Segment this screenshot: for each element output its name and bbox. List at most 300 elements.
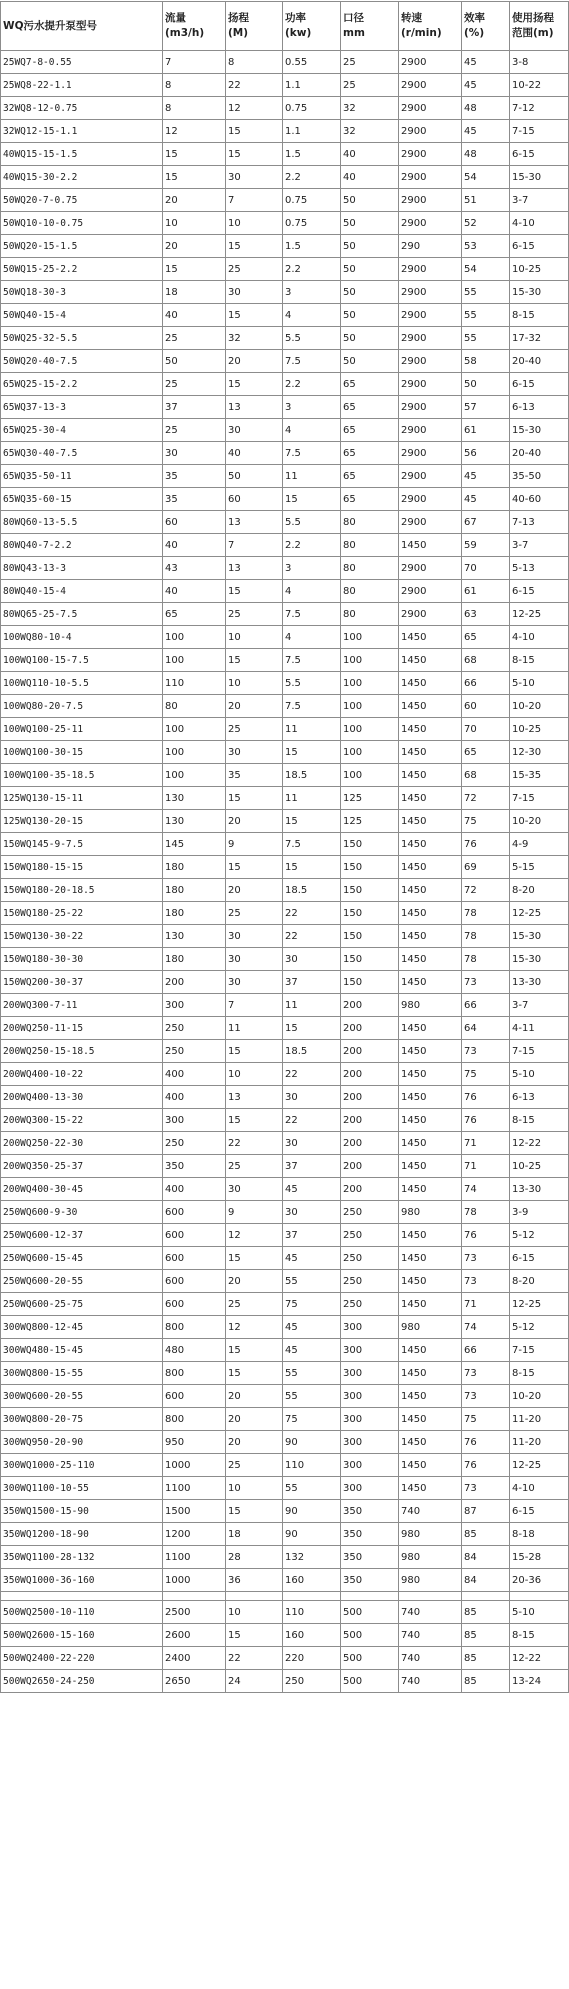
cell-flow: 130 xyxy=(163,787,226,810)
cell-speed: 2900 xyxy=(399,442,462,465)
cell-head: 30 xyxy=(226,925,283,948)
cell-head-range: 15-30 xyxy=(510,166,569,189)
table-row xyxy=(1,1086,569,1109)
cell-efficiency: 59 xyxy=(462,534,510,557)
cell-model: 150WQ180-20-18.5 xyxy=(1,879,163,902)
cell-model: 50WQ20-15-1.5 xyxy=(1,235,163,258)
cell-head-range: 15-35 xyxy=(510,764,569,787)
cell-head-range: 12-25 xyxy=(510,603,569,626)
table-row xyxy=(1,1293,569,1316)
cell-flow: 300 xyxy=(163,1109,226,1132)
cell-power: 22 xyxy=(283,1063,341,1086)
cell-head-range: 6-15 xyxy=(510,373,569,396)
cell-efficiency: 48 xyxy=(462,97,510,120)
cell-head-range: 4-11 xyxy=(510,1017,569,1040)
cell-speed: 1450 xyxy=(399,718,462,741)
cell-head-range: 4-10 xyxy=(510,212,569,235)
table-row xyxy=(1,741,569,764)
cell-head: 20 xyxy=(226,1431,283,1454)
cell-speed: 1450 xyxy=(399,649,462,672)
cell-efficiency: 76 xyxy=(462,1224,510,1247)
cell-head: 9 xyxy=(226,833,283,856)
cell-diameter: 40 xyxy=(341,143,399,166)
cell-model: 200WQ400-13-30 xyxy=(1,1086,163,1109)
cell-speed: 1450 xyxy=(399,1293,462,1316)
table-row xyxy=(1,189,569,212)
cell-efficiency: 84 xyxy=(462,1546,510,1569)
table-row xyxy=(1,327,569,350)
table-row xyxy=(1,1132,569,1155)
cell-flow: 60 xyxy=(163,511,226,534)
cell-flow: 40 xyxy=(163,304,226,327)
table-row xyxy=(1,994,569,1017)
cell-model: 350WQ1000-36-160 xyxy=(1,1569,163,1592)
table-row xyxy=(1,1063,569,1086)
cell-diameter: 200 xyxy=(341,1086,399,1109)
table-row xyxy=(1,1362,569,1385)
cell-diameter: 125 xyxy=(341,787,399,810)
cell-efficiency: 45 xyxy=(462,465,510,488)
cell-power: 22 xyxy=(283,925,341,948)
cell-head-range: 6-15 xyxy=(510,580,569,603)
cell-flow: 1200 xyxy=(163,1523,226,1546)
table-row xyxy=(1,603,569,626)
table-row xyxy=(1,1546,569,1569)
cell-flow: 2500 xyxy=(163,1601,226,1624)
header-model: WQ污水提升泵型号 xyxy=(1,2,163,51)
cell-model: 32WQ8-12-0.75 xyxy=(1,97,163,120)
cell-head-range: 12-25 xyxy=(510,1293,569,1316)
table-row xyxy=(1,810,569,833)
cell-flow: 65 xyxy=(163,603,226,626)
cell-head-range: 5-12 xyxy=(510,1316,569,1339)
cell-speed: 1450 xyxy=(399,1155,462,1178)
cell-diameter: 65 xyxy=(341,442,399,465)
cell-speed: 1450 xyxy=(399,741,462,764)
cell-head-range: 15-28 xyxy=(510,1546,569,1569)
cell-flow: 110 xyxy=(163,672,226,695)
cell-flow: 950 xyxy=(163,1431,226,1454)
cell-speed: 1450 xyxy=(399,1040,462,1063)
cell-flow: 100 xyxy=(163,626,226,649)
cell-flow: 80 xyxy=(163,695,226,718)
cell-head: 10 xyxy=(226,672,283,695)
cell-speed: 1450 xyxy=(399,1270,462,1293)
cell-head-range: 12-22 xyxy=(510,1132,569,1155)
cell-flow: 400 xyxy=(163,1178,226,1201)
cell-efficiency: 53 xyxy=(462,235,510,258)
cell-model: 500WQ2650-24-250 xyxy=(1,1670,163,1693)
cell-flow: 10 xyxy=(163,212,226,235)
table-row xyxy=(1,281,569,304)
cell-diameter: 300 xyxy=(341,1362,399,1385)
cell-efficiency: 64 xyxy=(462,1017,510,1040)
cell-power: 55 xyxy=(283,1477,341,1500)
cell-flow: 20 xyxy=(163,235,226,258)
cell-diameter: 300 xyxy=(341,1454,399,1477)
cell-model: 80WQ40-15-4 xyxy=(1,580,163,603)
cell-diameter: 200 xyxy=(341,1132,399,1155)
cell-head-range: 10-20 xyxy=(510,1385,569,1408)
cell-flow: 50 xyxy=(163,350,226,373)
cell-flow: 100 xyxy=(163,764,226,787)
cell-head: 25 xyxy=(226,258,283,281)
cell-head: 10 xyxy=(226,1063,283,1086)
cell-model: 300WQ480-15-45 xyxy=(1,1339,163,1362)
cell-flow: 800 xyxy=(163,1408,226,1431)
cell-efficiency: 55 xyxy=(462,281,510,304)
table-row xyxy=(1,534,569,557)
table-row xyxy=(1,626,569,649)
cell-model: 50WQ20-7-0.75 xyxy=(1,189,163,212)
cell-efficiency: 73 xyxy=(462,1362,510,1385)
cell-power: 37 xyxy=(283,1224,341,1247)
cell-efficiency: 57 xyxy=(462,396,510,419)
cell-model: 65WQ25-30-4 xyxy=(1,419,163,442)
cell-power: 4 xyxy=(283,580,341,603)
cell-efficiency: 45 xyxy=(462,74,510,97)
cell-model: 300WQ1000-25-110 xyxy=(1,1454,163,1477)
cell-efficiency: 45 xyxy=(462,51,510,74)
cell-power: 30 xyxy=(283,1132,341,1155)
cell-efficiency: 61 xyxy=(462,580,510,603)
cell-efficiency: 45 xyxy=(462,488,510,511)
cell-flow: 40 xyxy=(163,534,226,557)
table-row xyxy=(1,787,569,810)
cell-diameter: 150 xyxy=(341,925,399,948)
cell-head: 36 xyxy=(226,1569,283,1592)
cell-head: 15 xyxy=(226,304,283,327)
cell-flow: 130 xyxy=(163,810,226,833)
cell-flow: 600 xyxy=(163,1385,226,1408)
cell-speed: 1450 xyxy=(399,787,462,810)
cell-efficiency: 68 xyxy=(462,764,510,787)
table-row xyxy=(1,856,569,879)
cell-flow: 15 xyxy=(163,143,226,166)
cell-power: 75 xyxy=(283,1293,341,1316)
cell-head-range: 10-20 xyxy=(510,695,569,718)
cell-diameter: 200 xyxy=(341,1109,399,1132)
cell-head-range: 15-30 xyxy=(510,419,569,442)
cell-diameter: 150 xyxy=(341,833,399,856)
cell-diameter: 250 xyxy=(341,1293,399,1316)
cell-efficiency: 65 xyxy=(462,741,510,764)
cell-head-range: 4-9 xyxy=(510,833,569,856)
cell-head: 15 xyxy=(226,1247,283,1270)
cell-flow: 300 xyxy=(163,994,226,1017)
cell-power: 37 xyxy=(283,1155,341,1178)
cell-efficiency: 84 xyxy=(462,1569,510,1592)
cell-speed: 2900 xyxy=(399,51,462,74)
cell-diameter: 80 xyxy=(341,534,399,557)
cell-power: 7.5 xyxy=(283,442,341,465)
cell-efficiency: 63 xyxy=(462,603,510,626)
cell-flow: 40 xyxy=(163,580,226,603)
cell-head: 22 xyxy=(226,1132,283,1155)
cell-model: 100WQ100-25-11 xyxy=(1,718,163,741)
cell-head: 15 xyxy=(226,1362,283,1385)
cell-speed: 1450 xyxy=(399,695,462,718)
cell-head: 13 xyxy=(226,396,283,419)
table-row xyxy=(1,1155,569,1178)
cell-speed: 740 xyxy=(399,1601,462,1624)
cell-efficiency: 78 xyxy=(462,1201,510,1224)
cell-head: 20 xyxy=(226,1408,283,1431)
cell-head: 15 xyxy=(226,143,283,166)
cell-diameter: 300 xyxy=(341,1477,399,1500)
cell-flow: 250 xyxy=(163,1132,226,1155)
cell-head: 10 xyxy=(226,1477,283,1500)
cell-diameter: 500 xyxy=(341,1601,399,1624)
cell-flow: 100 xyxy=(163,741,226,764)
cell-diameter: 80 xyxy=(341,557,399,580)
cell-flow: 20 xyxy=(163,189,226,212)
cell-model: 200WQ300-15-22 xyxy=(1,1109,163,1132)
cell-efficiency: 87 xyxy=(462,1500,510,1523)
cell-speed: 1450 xyxy=(399,948,462,971)
cell-flow: 18 xyxy=(163,281,226,304)
cell-efficiency: 75 xyxy=(462,810,510,833)
cell-speed: 1450 xyxy=(399,626,462,649)
cell-head: 35 xyxy=(226,764,283,787)
cell-power: 1.5 xyxy=(283,143,341,166)
cell-power: 55 xyxy=(283,1362,341,1385)
cell-flow: 15 xyxy=(163,258,226,281)
cell-power: 7.5 xyxy=(283,833,341,856)
cell-speed: 980 xyxy=(399,994,462,1017)
cell-model: 40WQ15-30-2.2 xyxy=(1,166,163,189)
cell-model: 100WQ80-20-7.5 xyxy=(1,695,163,718)
cell-power: 1.1 xyxy=(283,120,341,143)
cell-head-range: 8-18 xyxy=(510,1523,569,1546)
cell-speed: 740 xyxy=(399,1647,462,1670)
cell-diameter: 250 xyxy=(341,1247,399,1270)
cell-head-range: 7-15 xyxy=(510,1339,569,1362)
cell-head-range: 12-25 xyxy=(510,1454,569,1477)
cell-model: 250WQ600-25-75 xyxy=(1,1293,163,1316)
cell-efficiency: 74 xyxy=(462,1178,510,1201)
cell-flow: 100 xyxy=(163,718,226,741)
cell-diameter: 50 xyxy=(341,350,399,373)
cell-diameter: 300 xyxy=(341,1339,399,1362)
cell-efficiency: 72 xyxy=(462,787,510,810)
table-cut-gap xyxy=(1,1592,569,1601)
header-diameter: 口径 mm xyxy=(341,2,399,51)
cell-head: 20 xyxy=(226,350,283,373)
cell-diameter: 250 xyxy=(341,1224,399,1247)
cell-power: 110 xyxy=(283,1601,341,1624)
table-row xyxy=(1,971,569,994)
cell-power: 45 xyxy=(283,1178,341,1201)
cell-power: 55 xyxy=(283,1270,341,1293)
cell-head-range: 3-7 xyxy=(510,189,569,212)
cell-efficiency: 75 xyxy=(462,1063,510,1086)
cell-speed: 1450 xyxy=(399,1247,462,1270)
cell-speed: 1450 xyxy=(399,810,462,833)
cell-model: 100WQ100-30-15 xyxy=(1,741,163,764)
cell-head-range: 5-12 xyxy=(510,1224,569,1247)
cell-head: 12 xyxy=(226,1316,283,1339)
cell-power: 45 xyxy=(283,1339,341,1362)
cell-model: 50WQ18-30-3 xyxy=(1,281,163,304)
cell-speed: 2900 xyxy=(399,143,462,166)
cell-diameter: 50 xyxy=(341,189,399,212)
cell-head-range: 20-36 xyxy=(510,1569,569,1592)
cell-power: 11 xyxy=(283,718,341,741)
cell-head-range: 17-32 xyxy=(510,327,569,350)
header-row xyxy=(1,2,569,51)
cell-flow: 1000 xyxy=(163,1454,226,1477)
cell-speed: 2900 xyxy=(399,281,462,304)
cell-head: 11 xyxy=(226,1017,283,1040)
cell-head-range: 10-25 xyxy=(510,718,569,741)
cell-flow: 25 xyxy=(163,327,226,350)
cell-flow: 145 xyxy=(163,833,226,856)
cell-head: 7 xyxy=(226,994,283,1017)
cell-diameter: 200 xyxy=(341,1063,399,1086)
table-row xyxy=(1,1270,569,1293)
cell-speed: 980 xyxy=(399,1316,462,1339)
cell-efficiency: 76 xyxy=(462,833,510,856)
cell-head-range: 6-15 xyxy=(510,1247,569,1270)
cell-model: 200WQ350-25-37 xyxy=(1,1155,163,1178)
table-row xyxy=(1,925,569,948)
cell-efficiency: 73 xyxy=(462,1247,510,1270)
cell-diameter: 350 xyxy=(341,1500,399,1523)
cell-head: 32 xyxy=(226,327,283,350)
cell-flow: 600 xyxy=(163,1224,226,1247)
cell-head-range: 10-25 xyxy=(510,258,569,281)
cell-power: 132 xyxy=(283,1546,341,1569)
cell-head-range: 5-15 xyxy=(510,856,569,879)
cell-power: 3 xyxy=(283,396,341,419)
cell-diameter: 32 xyxy=(341,97,399,120)
cell-head-range: 13-30 xyxy=(510,971,569,994)
cell-flow: 8 xyxy=(163,74,226,97)
cell-diameter: 50 xyxy=(341,235,399,258)
cell-head: 15 xyxy=(226,1040,283,1063)
cell-efficiency: 71 xyxy=(462,1293,510,1316)
table-row xyxy=(1,1454,569,1477)
table-row xyxy=(1,442,569,465)
cell-diameter: 100 xyxy=(341,741,399,764)
table-row xyxy=(1,580,569,603)
cell-flow: 180 xyxy=(163,856,226,879)
cell-model: 125WQ130-20-15 xyxy=(1,810,163,833)
table-body xyxy=(1,51,569,1592)
cell-flow: 2600 xyxy=(163,1624,226,1647)
cell-efficiency: 73 xyxy=(462,1385,510,1408)
table-row xyxy=(1,1624,569,1647)
cell-flow: 400 xyxy=(163,1086,226,1109)
cell-diameter: 150 xyxy=(341,856,399,879)
table-row xyxy=(1,373,569,396)
cell-power: 30 xyxy=(283,1201,341,1224)
cell-flow: 600 xyxy=(163,1293,226,1316)
cell-head: 15 xyxy=(226,373,283,396)
cell-head: 15 xyxy=(226,1339,283,1362)
cell-speed: 1450 xyxy=(399,1362,462,1385)
cell-model: 250WQ600-15-45 xyxy=(1,1247,163,1270)
cell-speed: 1450 xyxy=(399,971,462,994)
cell-model: 350WQ1200-18-90 xyxy=(1,1523,163,1546)
cell-speed: 1450 xyxy=(399,1385,462,1408)
table-row xyxy=(1,258,569,281)
cell-head-range: 8-20 xyxy=(510,879,569,902)
cell-head-range: 5-10 xyxy=(510,1063,569,1086)
cell-head-range: 8-15 xyxy=(510,1109,569,1132)
cell-speed: 1450 xyxy=(399,879,462,902)
table-row xyxy=(1,396,569,419)
cell-power: 75 xyxy=(283,1408,341,1431)
cell-efficiency: 85 xyxy=(462,1601,510,1624)
cell-speed: 1450 xyxy=(399,1431,462,1454)
cell-diameter: 32 xyxy=(341,120,399,143)
cell-model: 200WQ250-15-18.5 xyxy=(1,1040,163,1063)
cell-head: 15 xyxy=(226,1624,283,1647)
table-row xyxy=(1,1316,569,1339)
table-row xyxy=(1,1569,569,1592)
cell-diameter: 65 xyxy=(341,396,399,419)
cell-head: 25 xyxy=(226,1293,283,1316)
cell-power: 160 xyxy=(283,1569,341,1592)
cell-power: 90 xyxy=(283,1431,341,1454)
cell-model: 200WQ250-11-15 xyxy=(1,1017,163,1040)
table-row xyxy=(1,1408,569,1431)
cell-model: 80WQ40-7-2.2 xyxy=(1,534,163,557)
cell-diameter: 300 xyxy=(341,1385,399,1408)
cell-head: 30 xyxy=(226,741,283,764)
cell-flow: 7 xyxy=(163,51,226,74)
cell-diameter: 100 xyxy=(341,626,399,649)
cell-power: 250 xyxy=(283,1670,341,1693)
cell-head: 10 xyxy=(226,626,283,649)
cell-efficiency: 67 xyxy=(462,511,510,534)
cell-head: 30 xyxy=(226,166,283,189)
cell-model: 80WQ65-25-7.5 xyxy=(1,603,163,626)
cell-head-range: 7-15 xyxy=(510,120,569,143)
cell-head-range: 7-15 xyxy=(510,1040,569,1063)
cell-head: 50 xyxy=(226,465,283,488)
table-row xyxy=(1,1224,569,1247)
cell-model: 80WQ60-13-5.5 xyxy=(1,511,163,534)
table-row xyxy=(1,948,569,971)
cell-head-range: 8-20 xyxy=(510,1270,569,1293)
cell-head: 20 xyxy=(226,1270,283,1293)
cell-efficiency: 78 xyxy=(462,948,510,971)
cell-power: 110 xyxy=(283,1454,341,1477)
cell-efficiency: 85 xyxy=(462,1624,510,1647)
cell-head: 22 xyxy=(226,1647,283,1670)
cell-speed: 2900 xyxy=(399,465,462,488)
cell-head-range: 6-13 xyxy=(510,1086,569,1109)
cell-head: 15 xyxy=(226,856,283,879)
cell-speed: 2900 xyxy=(399,189,462,212)
cell-efficiency: 71 xyxy=(462,1132,510,1155)
cell-speed: 1450 xyxy=(399,833,462,856)
cell-diameter: 80 xyxy=(341,580,399,603)
table-row xyxy=(1,304,569,327)
cell-efficiency: 56 xyxy=(462,442,510,465)
cell-head-range: 4-10 xyxy=(510,1477,569,1500)
cell-diameter: 50 xyxy=(341,281,399,304)
cell-head: 12 xyxy=(226,1224,283,1247)
cell-efficiency: 68 xyxy=(462,649,510,672)
cell-speed: 2900 xyxy=(399,488,462,511)
cell-flow: 37 xyxy=(163,396,226,419)
cell-efficiency: 52 xyxy=(462,212,510,235)
cell-flow: 200 xyxy=(163,971,226,994)
